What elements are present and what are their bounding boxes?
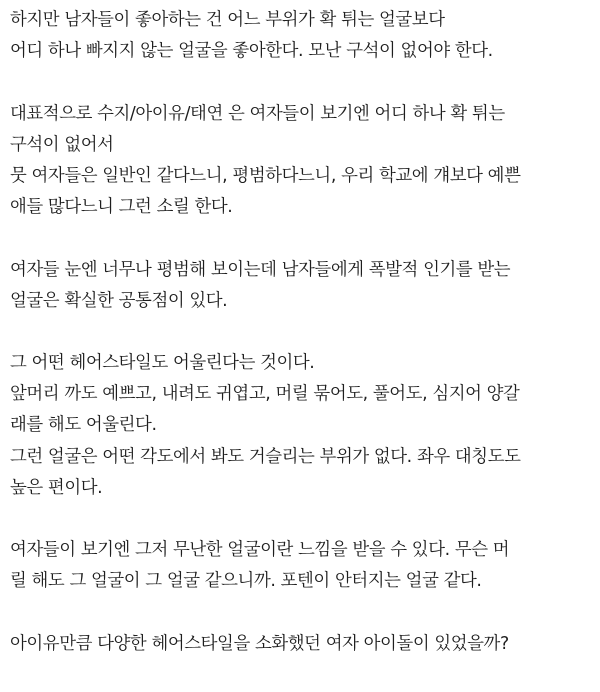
text-line: 그 어떤 헤어스타일도 어울린다는 것이다. bbox=[10, 353, 315, 374]
text-line: 릴 해도 그 얼굴이 그 얼굴 같으니까. 포텐이 안터지는 얼굴 같다. bbox=[10, 571, 482, 592]
text-line: 앞머리 까도 예쁘고, 내려도 귀엽고, 머릴 묶어도, 풀어도, 심지어 양갈 bbox=[10, 384, 520, 405]
text-line: 그런 얼굴은 어떤 각도에서 봐도 거슬리는 부위가 없다. 좌우 대칭도도 bbox=[10, 446, 521, 467]
text-line: 아이유만큼 다양한 헤어스타일을 소화했던 여자 아이돌이 있었을까? bbox=[10, 633, 509, 654]
text-line: 얼굴은 확실한 공통점이 있다. bbox=[10, 290, 228, 311]
text-line: 래를 해도 어울린다. bbox=[10, 415, 157, 436]
blank-line bbox=[10, 67, 595, 98]
text-line: 구석이 없어서 bbox=[10, 134, 114, 155]
text-line: 뭇 여자들은 일반인 같다느니, 평범하다느니, 우리 학교에 걔보다 예쁜 bbox=[10, 165, 521, 186]
article-body bbox=[10, 5, 595, 660]
text-line: 애들 많다느니 그런 소릴 한다. bbox=[10, 197, 233, 218]
blank-line bbox=[10, 317, 595, 348]
blank-line bbox=[10, 504, 595, 535]
text-line: 하지만 남자들이 좋아하는 건 어느 부위가 확 튀는 얼굴보다 bbox=[10, 10, 445, 30]
blank-line bbox=[10, 223, 595, 254]
blank-line bbox=[10, 598, 595, 629]
text-line: 여자들 눈엔 너무나 평범해 보이는데 남자들에게 폭발적 인기를 받는 bbox=[10, 259, 511, 280]
text-line: 높은 편이다. bbox=[10, 477, 103, 498]
text-line: 어디 하나 빠지지 않는 얼굴을 좋아한다. 모난 구석이 없어야 한다. bbox=[10, 41, 493, 62]
text-line: 대표적으로 수지/아이유/태연 은 여자들이 보기엔 어디 하나 확 튀는 bbox=[10, 103, 505, 124]
text-line: 여자들이 보기엔 그저 무난한 얼굴이란 느낌을 받을 수 있다. 무슨 머 bbox=[10, 540, 510, 561]
